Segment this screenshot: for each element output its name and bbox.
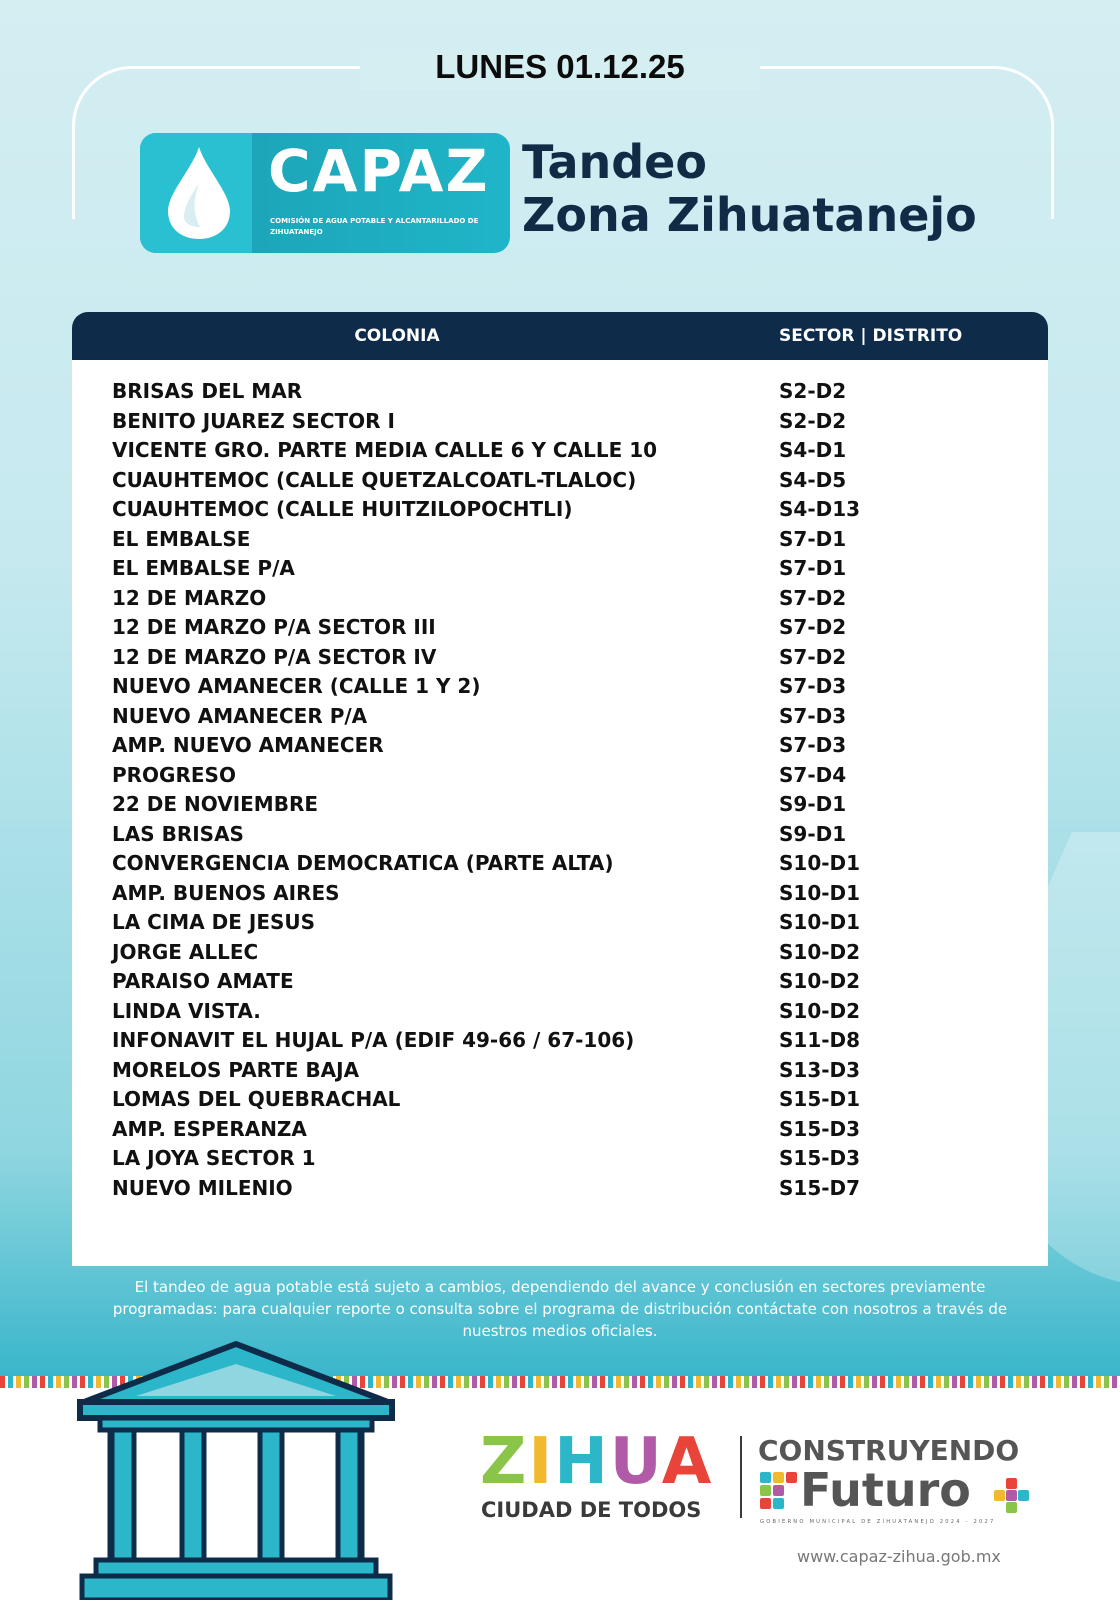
footer-divider <box>740 1436 742 1518</box>
table-row <box>112 672 1048 702</box>
sector-cell: S2-D2 <box>779 379 847 403</box>
colonia-cell: NUEVO AMANECER (CALLE 1 Y 2) <box>112 674 481 698</box>
table-row <box>112 702 1048 732</box>
table-header <box>72 312 1048 360</box>
colonia-cell: CUAUHTEMOC (CALLE HUITZILOPOCHTLI) <box>112 497 573 521</box>
sector-cell: S15-D1 <box>779 1087 861 1111</box>
colonia-cell: NUEVO MILENIO <box>112 1175 293 1200</box>
sector-cell: S7-D1 <box>779 556 847 580</box>
schedule-table <box>72 312 1048 1266</box>
table-row <box>112 997 1048 1027</box>
table-row <box>112 820 1048 850</box>
table-row <box>112 466 1048 496</box>
gobierno-text: GOBIERNO MUNICIPAL DE ZIHUATANEJO 2024 - 2027 <box>760 1519 996 1525</box>
sector-cell: S11-D8 <box>779 1028 861 1052</box>
table-body <box>112 377 1048 1203</box>
table-row <box>112 1174 1048 1204</box>
colonia-cell: AMP. ESPERANZA <box>112 1116 307 1141</box>
table-row <box>112 436 1048 466</box>
construyendo-text: CONSTRUYENDO <box>758 1434 1020 1467</box>
zihua-logo <box>480 1425 714 1499</box>
colored-squares-icon <box>760 1472 798 1510</box>
table-row <box>112 908 1048 938</box>
table-row <box>112 407 1048 437</box>
sector-cell: S13-D3 <box>779 1057 861 1082</box>
colonia-cell: PARAISO AMATE <box>112 969 294 993</box>
colonia-cell: VICENTE GRO. PARTE MEDIA CALLE 6 Y CALLE 10 <box>112 438 658 462</box>
table-row <box>112 879 1048 909</box>
table-row <box>112 731 1048 761</box>
sector-cell: S10-D2 <box>779 939 861 964</box>
table-row <box>112 584 1048 614</box>
table-row <box>112 613 1048 643</box>
ciudad-de-todos-text: CIUDAD DE TODOS <box>481 1498 702 1522</box>
colonia-cell: CUAUHTEMOC (CALLE QUETZALCOATL-TLALOC) <box>112 467 637 492</box>
sector-cell: S7-D3 <box>779 733 847 757</box>
page-title <box>522 136 977 242</box>
sector-cell: S4-D5 <box>779 467 847 492</box>
title-line-2: Zona Zihuatanejo <box>522 188 977 242</box>
sector-cell: S15-D7 <box>779 1175 861 1200</box>
colonia-cell: MORELOS PARTE BAJA <box>112 1057 360 1082</box>
sector-cell: S15-D3 <box>779 1116 861 1141</box>
colonia-cell: BRISAS DEL MAR <box>112 379 303 403</box>
logo-subtitle: COMISIÓN DE AGUA POTABLE Y ALCANTARILLADO DE ZIHUATANEJO <box>270 217 479 236</box>
colonia-cell: 22 DE NOVIEMBRE <box>112 792 319 816</box>
table-row <box>112 1056 1048 1086</box>
table-row <box>112 849 1048 879</box>
colonia-cell: CONVERGENCIA DEMOCRATICA (PARTE ALTA) <box>112 851 614 875</box>
colonia-cell: LINDA VISTA. <box>112 998 261 1023</box>
sector-cell: S7-D4 <box>779 762 847 787</box>
colonia-cell: LA JOYA SECTOR 1 <box>112 1146 316 1170</box>
table-row <box>112 1085 1048 1115</box>
sector-cell: S7-D3 <box>779 703 847 728</box>
sector-cell: S4-D13 <box>779 497 861 521</box>
disclaimer-note: El tandeo de agua potable está sujeto a cambios, dependiendo del avance y conclusión en sectores previamente programadas: para cualquier reporte o consulta sobre el programa de distribución contáctate con nosotros a través de nuestros medios oficiales. <box>112 1278 1008 1340</box>
sector-cell: S9-D1 <box>779 792 847 816</box>
colonia-cell: BENITO JUAREZ SECTOR I <box>112 408 395 433</box>
colonia-cell: INFONAVIT EL HUJAL P/A (EDIF 49-66 / 67-106) <box>112 1028 635 1052</box>
colonia-cell: LA CIMA DE JESUS <box>112 910 316 934</box>
table-row <box>112 1115 1048 1145</box>
sector-cell: S7-D2 <box>779 585 847 610</box>
table-row <box>112 1026 1048 1056</box>
colonia-cell: 12 DE MARZO P/A SECTOR IV <box>112 644 437 669</box>
zihua-letter-a: A <box>661 1425 714 1499</box>
colored-squares-right-icon <box>994 1478 1030 1514</box>
table-row <box>112 761 1048 791</box>
futuro-text: Futuro <box>800 1463 971 1517</box>
schedule-date: LUNES 01.12.25 <box>435 48 685 85</box>
sector-cell: S2-D2 <box>779 408 847 433</box>
sector-cell: S4-D1 <box>779 438 847 462</box>
title-line-1: Tandeo <box>522 135 707 189</box>
colonia-cell: PROGRESO <box>112 762 236 787</box>
table-row <box>112 643 1048 673</box>
colonia-cell: JORGE ALLEC <box>112 939 259 964</box>
colonia-cell: 12 DE MARZO <box>112 585 267 610</box>
zihua-letter-i: I <box>528 1425 555 1499</box>
sector-cell: S7-D2 <box>779 615 847 639</box>
sector-cell: S7-D2 <box>779 644 847 669</box>
colonia-cell: LOMAS DEL QUEBRACHAL <box>112 1087 401 1111</box>
colonia-cell: EL EMBALSE P/A <box>112 556 295 580</box>
sector-cell: S7-D1 <box>779 526 847 551</box>
colonia-cell: 12 DE MARZO P/A SECTOR III <box>112 615 436 639</box>
sector-cell: S9-D1 <box>779 821 847 846</box>
table-row <box>112 938 1048 968</box>
table-row <box>112 790 1048 820</box>
colonia-cell: EL EMBALSE <box>112 526 251 551</box>
colonia-cell: AMP. NUEVO AMANECER <box>112 733 384 757</box>
table-row <box>112 525 1048 555</box>
water-drop-icon <box>164 143 234 243</box>
capaz-logo <box>140 133 510 253</box>
logo-drop-panel <box>140 133 252 253</box>
sector-cell: S10-D1 <box>779 880 861 905</box>
table-row <box>112 967 1048 997</box>
zihua-letter-z: Z <box>480 1425 529 1499</box>
column-header-colonia: COLONIA <box>354 326 440 346</box>
colonia-cell: LAS BRISAS <box>112 821 244 846</box>
zihua-letter-h: H <box>554 1425 610 1499</box>
table-row <box>112 495 1048 525</box>
sector-cell: S10-D1 <box>779 851 861 875</box>
website-link[interactable]: www.capaz-zihua.gob.mx <box>797 1547 1001 1566</box>
sector-cell: S10-D2 <box>779 969 861 993</box>
sector-cell: S7-D3 <box>779 674 847 698</box>
table-row <box>112 554 1048 584</box>
column-header-sector: SECTOR | DISTRITO <box>779 326 963 346</box>
sector-cell: S10-D2 <box>779 998 861 1023</box>
sector-cell: S15-D3 <box>779 1146 861 1170</box>
zihua-letter-u: U <box>609 1425 662 1499</box>
logo-name: CAPAZ <box>268 137 490 205</box>
colonia-cell: AMP. BUENOS AIRES <box>112 880 340 905</box>
colonia-cell: NUEVO AMANECER P/A <box>112 703 368 728</box>
table-row <box>112 377 1048 407</box>
government-building-icon <box>76 1338 396 1600</box>
table-row <box>112 1144 1048 1174</box>
sector-cell: S10-D1 <box>779 910 861 934</box>
